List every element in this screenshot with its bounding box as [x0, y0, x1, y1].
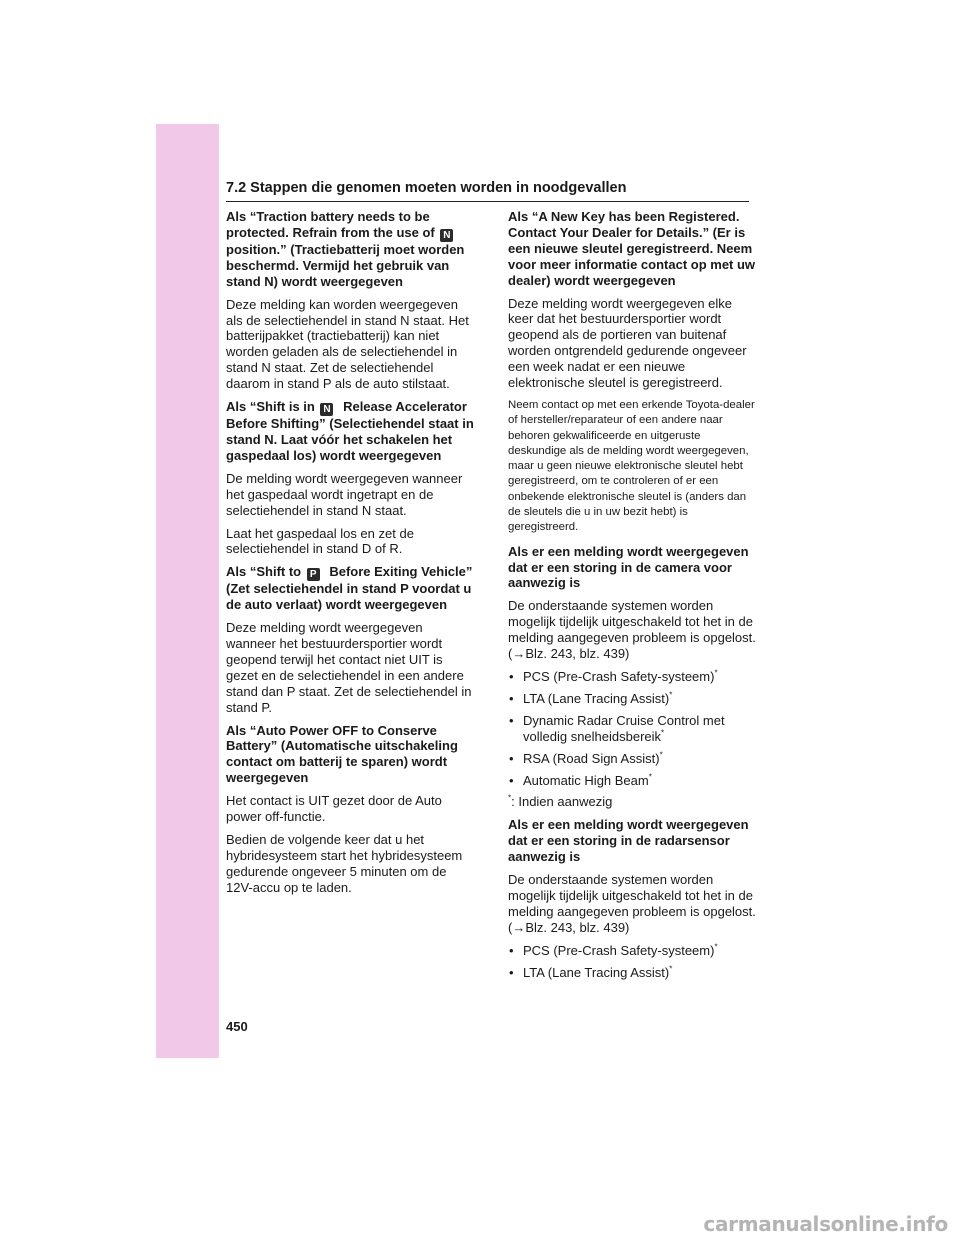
paragraph: De onderstaande systemen worden mogelijk tijdelijk uitgeschakeld tot het in de melding aangegeven probleem is opgelost. (→Blz. 243, blz. 439) [508, 598, 756, 662]
paragraph: Het contact is UIT gezet door de Auto power off-functie. [226, 793, 442, 825]
paragraph: Deze melding wordt weergegeven wanneer het bestuurdersportier wordt geopend terwijl het contact niet UIT is gezet en de selectiehendel in een andere stand dan P staat. Zet de selectiehendel in stand P. [226, 620, 472, 715]
paragraph: Deze melding kan worden weergegeven als de selectiehendel in stand N staat. Het batterijpakket (tractiebatterij) kan niet worden geladen als de selectiehendel in stand N staat. Zet de selectiehendel daarom in stand P als de auto stilstaat. [226, 296, 469, 392]
left-column [226, 209, 474, 903]
list-item: • RSA (Road Sign Assist)* [508, 751, 756, 767]
list-item: • LTA (Lane Tracing Assist)* [508, 965, 756, 981]
paragraph: De onderstaande systemen worden mogelijk tijdelijk uitgeschakeld tot het in de melding aangegeven probleem is opgelost. (→Blz. 243, blz. 439) [508, 872, 756, 935]
heading-camera-malfunction: Als er een melding wordt weergegeven dat er een storing in de camera voor aanwezig is [508, 543, 749, 591]
p-position-icon: P [307, 568, 320, 581]
heading-auto-power-off: Als “Auto Power OFF to Conserve Battery” (Automatische uitschakeling contact om batterij te sparen) wordt weergegeven [226, 722, 458, 786]
n-position-icon: N [440, 229, 453, 242]
n-position-icon: N [320, 403, 333, 416]
paragraph: Deze melding wordt weergegeven elke keer dat het bestuurdersportier wordt geopend als de portieren van buitenaf worden ontgrendeld gedurende ongeveer een week nadat er een nieuwe elektronische sleutel is geregistreerd. [508, 295, 747, 391]
heading-shift-to-p: Als “Shift to P Before Exiting Vehicle” (Zet selectiehendel in stand P voordat u de auto verlaat) wordt weergegeven [226, 564, 473, 613]
section-tab-bar [156, 124, 219, 1058]
systems-list-camera [508, 669, 756, 788]
right-column [508, 209, 756, 986]
list-item: • Dynamic Radar Cruise Control met volledig snelheidsbereik* [508, 713, 756, 745]
list-item: • PCS (Pre-Crash Safety-systeem)* [508, 669, 756, 685]
heading-radar-malfunction: Als er een melding wordt weergegeven dat er een storing in de radarsensor aanwezig is [508, 817, 749, 865]
paragraph: Bedien de volgende keer dat u het hybridesysteem start het hybridesysteem gedurende ongeveer 5 minuten om de 12V-accu op te laden. [226, 832, 463, 895]
paragraph: Laat het gaspedaal los en zet de selectiehendel in stand D of R. [226, 525, 414, 557]
heading-shift-in-n: Als “Shift is in N Release Accelerator Before Shifting” (Selectiehendel staat in stand N. Laat vóór het schakelen het gaspedaal los) wordt weergegeven [226, 399, 474, 463]
list-item: • PCS (Pre-Crash Safety-systeem)* [508, 943, 756, 959]
paragraph: De melding wordt weergegeven wanneer het gaspedaal wordt ingetrapt en de selectiehendel in stand N staat. [226, 470, 463, 518]
heading-new-key: Als “A New Key has been Registered. Contact Your Dealer for Details.” (Er is een nieuwe sleutel geregistreerd. Neem voor meer informatie contact op met uw dealer) wordt weergegeven [508, 209, 756, 288]
watermark: carmanualsonline.info [703, 1212, 948, 1236]
systems-list-radar [508, 943, 756, 981]
list-item: • LTA (Lane Tracing Assist)* [508, 691, 756, 707]
list-item: • Automatic High Beam* [508, 773, 756, 789]
section-header: 7.2 Stappen die genomen moeten worden in noodgevallen [226, 180, 749, 202]
footnote: *: Indien aanwezig [508, 794, 613, 810]
page-number: 450 [226, 1019, 248, 1034]
note-paragraph: Neem contact op met een erkende Toyota-dealer of hersteller/reparateur of een andere naar behoren gekwalificeerde en uitgeruste deskundige als de melding wordt weergegeven, maar u geen nieuwe elektronische sleutel hebt geregistreerd, om te controleren of er een onbekende elektronische sleutel is (anders dan de sleutels die u in uw bezit hebt) is geregistreerd. [508, 398, 755, 534]
heading-traction-battery: Als “Traction battery needs to be protected. Refrain from the use of N position.” (Tractiebatterij moet worden beschermd. Vermijd het gebruik van stand N) wordt weergegeven [226, 209, 465, 289]
